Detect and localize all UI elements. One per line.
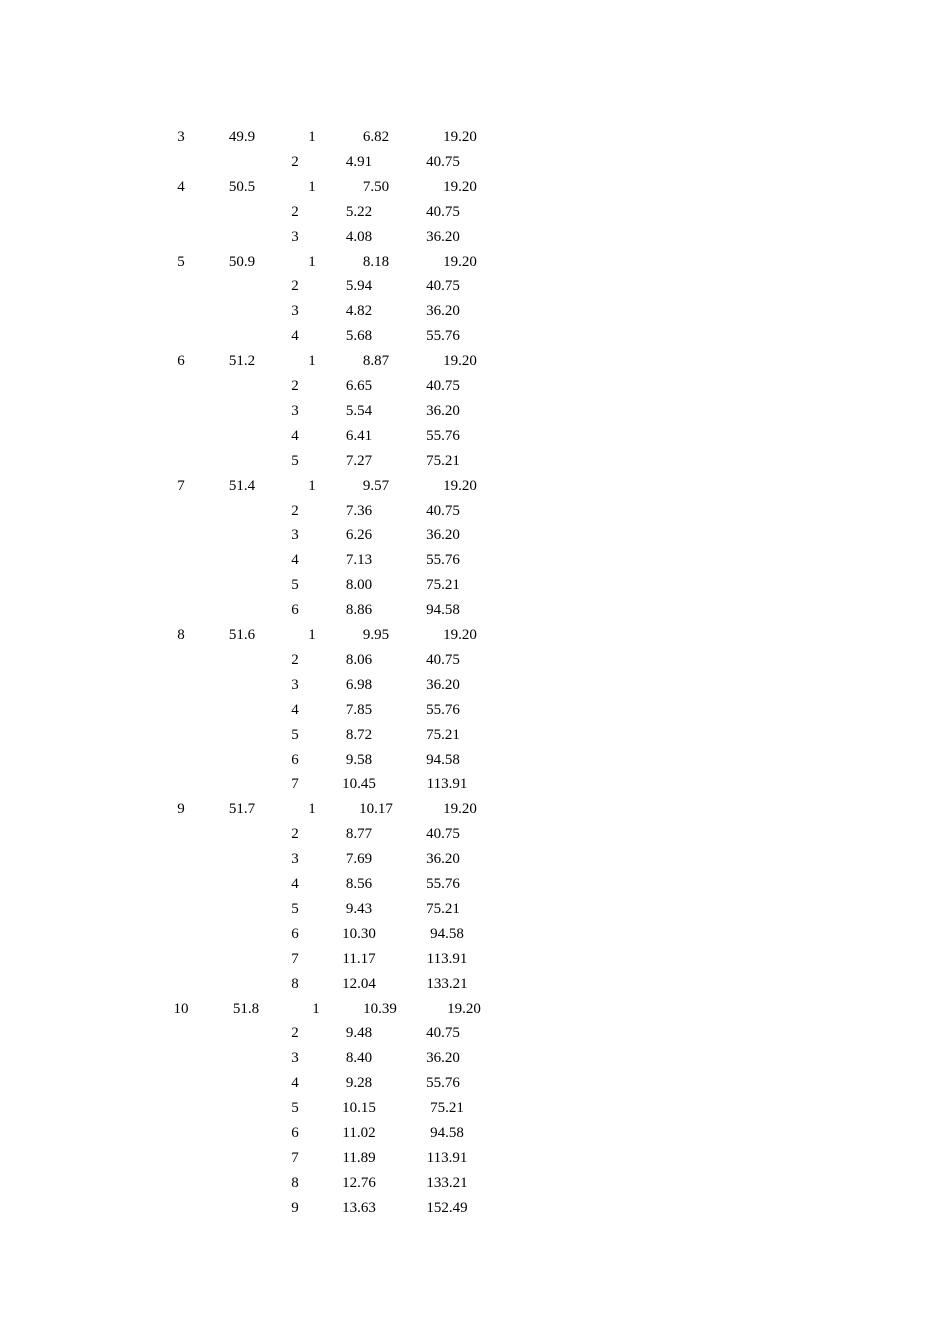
row-value-a: 7.36: [345, 502, 373, 519]
row-index: 1: [308, 129, 316, 145]
row-value-a: 8.77: [345, 826, 373, 843]
row-value-b: 55.76: [426, 427, 460, 444]
row-index: 2: [291, 203, 299, 220]
row-value-a: 5.94: [345, 278, 373, 295]
row-index: 2: [291, 1025, 299, 1042]
row-value-b: 94.58: [426, 751, 460, 768]
row-index: 2: [291, 651, 299, 668]
row-value-b: 36.20: [426, 851, 460, 868]
row-index: 5: [291, 726, 299, 743]
group-count: 3: [177, 129, 185, 145]
row-value-a: 6.41: [345, 427, 373, 444]
row-value-b: 19.20: [443, 801, 477, 818]
row-value-a: 12.04: [342, 975, 376, 992]
row-value-b: 133.21: [426, 975, 468, 992]
row-value-b: 152.49: [426, 1199, 468, 1216]
row-value-a: 4.82: [345, 303, 373, 320]
row-value-a: 5.68: [345, 328, 373, 345]
row-index: 1: [308, 253, 316, 270]
row-value-a: 8.87: [362, 353, 390, 370]
row-index: 5: [291, 1100, 299, 1117]
row-value-b: 40.75: [426, 153, 460, 170]
row-value-b: 40.75: [426, 203, 460, 220]
row-index: 7: [291, 950, 299, 967]
row-index: 4: [291, 552, 299, 569]
row-value-b: 19.20: [443, 353, 477, 370]
row-value-a: 9.95: [362, 627, 390, 643]
row-value-b: 75.21: [426, 726, 460, 743]
row-value-a: 8.06: [345, 651, 373, 668]
row-index: 7: [291, 776, 299, 793]
row-index: 3: [291, 402, 299, 419]
row-index: 6: [291, 751, 299, 768]
group-count: 9: [177, 801, 185, 818]
row-index: 6: [291, 602, 299, 619]
group-value: 50.9: [228, 253, 256, 270]
row-index: 3: [291, 303, 299, 320]
group-value: 51.8: [232, 1000, 260, 1017]
row-index: 8: [291, 975, 299, 992]
row-value-a: 6.26: [345, 527, 373, 544]
row-index: 6: [291, 1125, 299, 1141]
row-index: 5: [291, 577, 299, 594]
row-value-a: 13.63: [342, 1199, 376, 1216]
row-value-a: 10.45: [342, 776, 376, 793]
row-index: 4: [291, 427, 299, 444]
row-index: 1: [308, 477, 316, 494]
row-value-b: 40.75: [426, 1025, 460, 1042]
row-value-a: 8.18: [362, 253, 390, 270]
row-index: 5: [291, 452, 299, 469]
row-value-a: 9.28: [345, 1075, 373, 1092]
group-value: 51.7: [228, 801, 256, 818]
group-value: 49.9: [228, 129, 256, 145]
row-value-a: 12.76: [342, 1174, 376, 1191]
row-value-b: 19.20: [447, 1000, 481, 1017]
row-index: 8: [291, 1174, 299, 1191]
group-value: 50.5: [228, 178, 256, 195]
row-value-b: 75.21: [426, 452, 460, 469]
row-index: 7: [291, 1149, 299, 1166]
row-index: 2: [291, 378, 299, 394]
row-index: 4: [291, 1075, 299, 1092]
row-value-a: 9.57: [362, 477, 390, 494]
row-index: 1: [308, 353, 316, 370]
row-value-b: 55.76: [426, 552, 460, 569]
row-index: 3: [291, 676, 299, 693]
row-index: 2: [291, 502, 299, 519]
row-value-a: 9.58: [345, 751, 373, 768]
row-value-a: 8.56: [345, 876, 373, 892]
row-value-a: 10.15: [342, 1100, 376, 1117]
row-index: 3: [291, 1050, 299, 1067]
row-value-b: 55.76: [426, 876, 460, 892]
row-value-a: 9.48: [345, 1025, 373, 1042]
row-index: 4: [291, 328, 299, 345]
row-index: 3: [291, 851, 299, 868]
row-index: 1: [308, 178, 316, 195]
row-value-b: 19.20: [443, 178, 477, 195]
group-value: 51.4: [228, 477, 256, 494]
row-value-a: 7.85: [345, 701, 373, 718]
row-value-b: 40.75: [426, 378, 460, 394]
group-count: 7: [177, 477, 185, 494]
row-index: 5: [291, 900, 299, 917]
row-value-b: 75.21: [430, 1100, 464, 1117]
row-value-b: 19.20: [443, 627, 477, 643]
row-index: 3: [291, 527, 299, 544]
row-value-a: 4.91: [345, 153, 373, 170]
row-value-a: 5.22: [345, 203, 373, 220]
row-value-b: 19.20: [443, 253, 477, 270]
row-value-a: 9.43: [345, 900, 373, 917]
row-value-a: 7.13: [345, 552, 373, 569]
row-index: 4: [291, 701, 299, 718]
row-value-b: 75.21: [426, 577, 460, 594]
row-value-a: 4.08: [345, 228, 373, 245]
row-value-a: 11.17: [342, 950, 376, 967]
row-value-b: 36.20: [426, 527, 460, 544]
row-value-b: 94.58: [430, 1125, 464, 1141]
row-value-a: 10.30: [342, 925, 376, 942]
row-value-a: 8.86: [345, 602, 373, 619]
row-index: 4: [291, 876, 299, 892]
row-value-b: 94.58: [426, 602, 460, 619]
group-count: 5: [177, 253, 185, 270]
row-index: 2: [291, 153, 299, 170]
row-value-b: 36.20: [426, 402, 460, 419]
group-count: 6: [177, 353, 185, 370]
row-value-b: 36.20: [426, 676, 460, 693]
row-value-a: 10.17: [359, 801, 393, 818]
row-value-b: 40.75: [426, 651, 460, 668]
row-value-a: 8.00: [345, 577, 373, 594]
row-value-a: 5.54: [345, 402, 373, 419]
row-value-b: 19.20: [443, 477, 477, 494]
group-value: 51.2: [228, 353, 256, 370]
row-value-a: 6.82: [362, 129, 390, 145]
row-value-a: 11.89: [342, 1149, 376, 1166]
row-value-b: 113.91: [426, 950, 468, 967]
row-value-b: 113.91: [426, 1149, 468, 1166]
row-index: 1: [312, 1000, 320, 1017]
row-value-a: 8.40: [345, 1050, 373, 1067]
group-count: 8: [177, 627, 185, 643]
row-value-a: 10.39: [363, 1000, 397, 1017]
row-value-b: 75.21: [426, 900, 460, 917]
row-value-b: 55.76: [426, 1075, 460, 1092]
row-index: 1: [308, 801, 316, 818]
row-index: 3: [291, 228, 299, 245]
group-count: 10: [173, 1000, 189, 1017]
group-value: 51.6: [228, 627, 256, 643]
row-value-b: 19.20: [443, 129, 477, 145]
row-index: 6: [291, 925, 299, 942]
row-value-a: 7.27: [345, 452, 373, 469]
row-value-b: 55.76: [426, 328, 460, 345]
row-value-b: 36.20: [426, 1050, 460, 1067]
row-value-b: 94.58: [430, 925, 464, 942]
row-value-b: 133.21: [426, 1174, 468, 1191]
group-count: 4: [177, 178, 185, 195]
row-value-b: 40.75: [426, 826, 460, 843]
row-value-a: 7.50: [362, 178, 390, 195]
row-index: 1: [308, 627, 316, 643]
row-index: 2: [291, 278, 299, 295]
row-value-b: 55.76: [426, 701, 460, 718]
row-value-b: 40.75: [426, 502, 460, 519]
row-value-b: 36.20: [426, 303, 460, 320]
row-value-a: 8.72: [345, 726, 373, 743]
row-index: 2: [291, 826, 299, 843]
row-value-a: 6.98: [345, 676, 373, 693]
row-value-a: 6.65: [345, 378, 373, 394]
row-value-b: 40.75: [426, 278, 460, 295]
row-value-a: 7.69: [345, 851, 373, 868]
row-value-a: 11.02: [342, 1125, 376, 1141]
row-value-b: 36.20: [426, 228, 460, 245]
row-index: 9: [291, 1199, 299, 1216]
row-value-b: 113.91: [426, 776, 468, 793]
